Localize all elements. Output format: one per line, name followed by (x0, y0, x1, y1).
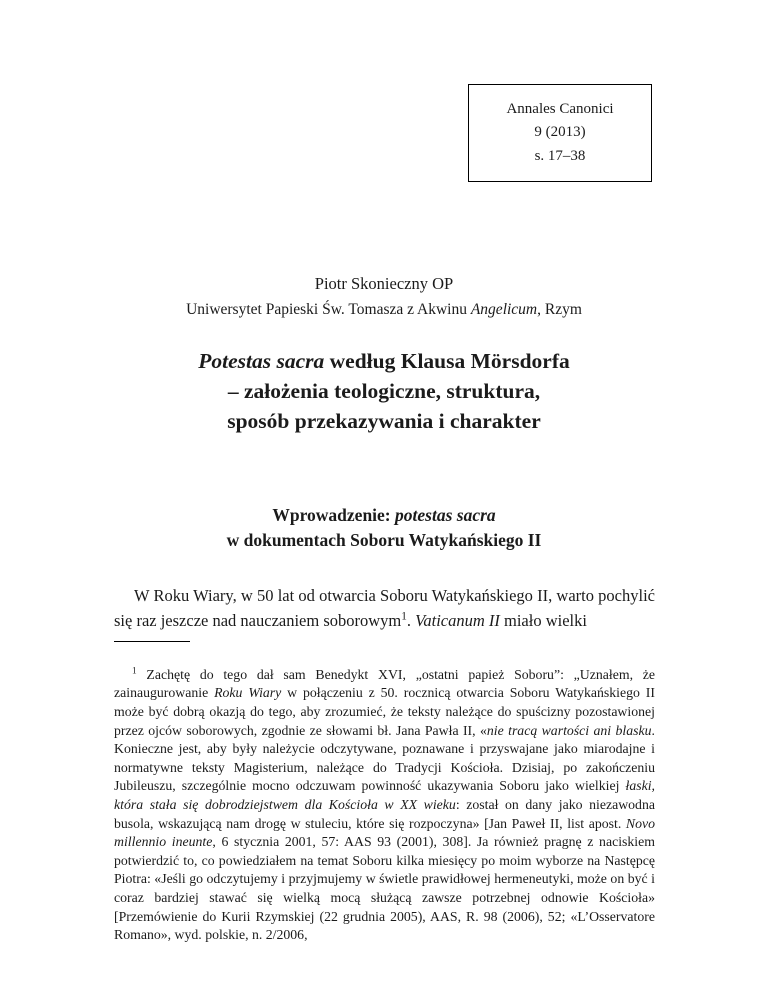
article-title (0, 346, 768, 436)
section-heading (0, 503, 768, 553)
journal-issue: 9 (2013) (534, 124, 586, 141)
author-name: Piotr Skonieczny OP (314, 274, 454, 293)
footnote-text: $^1$ Zachętę do tego dał sam Benedykt XVI, „ostatni papież Soboru”: „Uznałem, że zainaugurowanie Roku Wiary w połączeniu z 50. rocznicą otwarcia Soboru Watykańskiego II może być dobrą okazją do tego, aby zrozumieć, że teksty należące do spuścizny pozostawionej przez ojców soborowych, zgodnie ze słowami bł. Jana Pawła II, «nie tracą wartości ani blasku. Konieczne jest, aby były należycie odczytywane, poznawane i przyswajane jako miarodajne i normatywne teksty Magisterium, należące do Tradycji Kościoła. Dzisiaj, po zakończeniu Jubileuszu, szczególnie mocno odczuwam powinność ukazywania Soboru jako wielkiej łaski, która stała się dobrodziejstwem dla Kościoła w XX wieku: został on dany jako niezawodna busola, wskazującą nam drogę w stuleciu, które się rozpoczyna» [Jan Paweł II, list apost. Novo millennio ineunte, 6 stycznia 2001, 57: AAS 93 (2001), 308]. Ja również pragnę z naciskiem potwierdzić to, co powiedziałem na temat Soboru kilka miesięcy po moim wyborze na Następcę Piotra: «Jeśli go odczytujemy i przyjmujemy w świetle prawidłowej hermeneutyki, może on być i coraz bardziej stawać się wielką mocą służącą zawsze potrzebnej odnowie Kościoła» [Przemówienie do Kurii Rzymskiej (22 grudnia 2005), AAS, R. 98 (2006), 52; «L’Osservatore Romano», wyd. polskie, n. 2/2006, (114, 666, 655, 943)
title-line-3: sposób przekazywania i charakter (227, 409, 541, 433)
journal-info-box (468, 84, 652, 182)
footnote-separator (114, 641, 190, 642)
body-paragraph: W Roku Wiary, w 50 lat od otwarcia Soboru Watykańskiego II, warto pochylić się raz jeszcze nad nauczaniem soborowym$^1$. Vaticanum II miało wielki (114, 585, 655, 630)
title-line-1: Potestas sacra według Klausa Mörsdorfa (198, 349, 570, 373)
journal-name: Annales Canonici (506, 101, 614, 117)
heading-line-2: w dokumentach Soboru Watykańskiego II (226, 530, 542, 550)
author-block (0, 274, 768, 319)
journal-pages: s. 17–38 (534, 147, 586, 164)
author-affiliation: Uniwersytet Papieski Św. Tomasza z Akwinu Angelicum, Rzym (186, 301, 582, 318)
title-line-2: – założenia teologiczne, struktura, (227, 379, 541, 403)
heading-line-1: Wprowadzenie: potestas sacra (272, 505, 496, 525)
